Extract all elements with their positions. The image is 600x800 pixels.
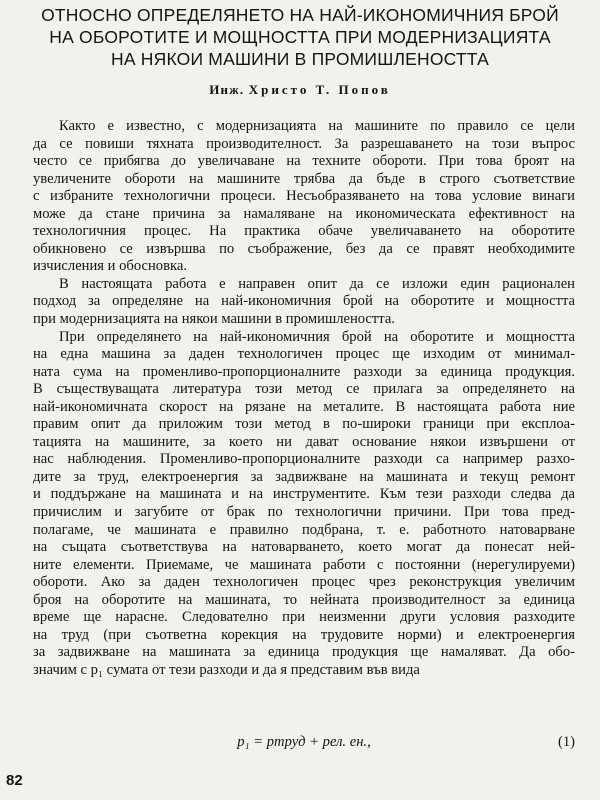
paragraph — [33, 329, 575, 680]
text-line: при модернизацията на някои машини в промишлеността. — [33, 311, 395, 328]
formula-number: (1) — [557, 734, 575, 750]
text-line: често се прибягва до увеличаване на техните обороти. При това броят на — [33, 153, 575, 170]
text-line: подход за определяне на най-икономичния брой на оборотите и мощността — [33, 293, 575, 310]
text-line: може да стане причина за намаляване на икономическата ефективност на — [33, 205, 575, 222]
title-line: НА НЯКОИ МАШИНИ В ПРОМИШЛЕНОСТТА — [111, 49, 489, 69]
text-line: за задвижване на машината за единица продукция ще намаляват. Да обо- — [33, 644, 575, 661]
author-prefix: Инж. — [209, 82, 245, 97]
text-line: нас наблюдения. Променливо-пропорционалните разходи са например разхо- — [33, 451, 575, 468]
text-line: тацията на машините, за което ни дават основание някои извършени от — [33, 433, 575, 450]
text-line: обикновено се извършва по съображение, без да се правят необходимите — [33, 240, 575, 257]
text-line: да се повиши тяхната производителност. За разрешаването на този въпрос — [33, 135, 575, 152]
text-line: ната сума на променливо-пропорционалните разходи за единица продукция. — [33, 363, 575, 380]
text-line: на труд (при съответна корекция на трудовите норми) и електроенергия — [33, 626, 575, 643]
text-line: и поддържане на машината и на инструментите. Към тези разходи следва да — [33, 486, 575, 503]
author-name: Христо Т. Попов — [248, 82, 391, 97]
text-line: Както е известно, с модернизацията на машините по правило се цели — [59, 118, 575, 134]
title-line: ОТНОСНО ОПРЕДЕЛЯНЕТО НА НАЙ-ИКОНОМИЧНИЯ БРОЙ — [41, 5, 559, 25]
paragraph — [33, 276, 575, 329]
text-line: с избраните технологични процеси. Несъобразяването на това условие винаги — [33, 188, 575, 205]
text-line: обороти. Ако за даден технологичен процес чрез реконструкция увеличим — [33, 574, 575, 591]
text-line: увеличените обороти на машините трябва да бъде в строго съответствие — [33, 170, 575, 187]
formula — [33, 734, 575, 754]
text-line: правим опит да приложим този метод в по-широки граници при експлоа- — [33, 416, 575, 433]
text-line: полагаме, че машината е правилно подбрана, т. е. работното натоварване — [33, 521, 575, 538]
text-line: на една машина за даден технологичен процес ще изходим от минимал- — [33, 346, 575, 363]
text-line: ните елементи. Приемаме, че машината работи с постоянни (нерегулируеми) — [33, 556, 575, 573]
text-line: най-икономичната скорост на рязане на металите. В настоящата работа ние — [33, 398, 575, 415]
text-line: В настоящата работа е направен опит да се изложи един рационален — [59, 275, 575, 292]
text-line: При определянето на най-икономичния брой на оборотите и мощността — [59, 328, 575, 345]
title-line: НА ОБОРОТИТЕ И МОЩНОСТТА ПРИ МОДЕРНИЗАЦИЯТА — [49, 27, 551, 47]
article-body — [33, 118, 575, 680]
text-line: В съществуващата литература този метод се прилага за определянето на — [33, 381, 575, 398]
text-line: време ще нарасне. Следователно при неизменни други условия разходите — [33, 609, 575, 626]
text-line: дите за труд, електроенергия за задвижване на машината и текущ ремонт — [33, 468, 575, 485]
text-line: изчисления и обосновка. — [33, 258, 187, 275]
page-number: 82 — [6, 772, 23, 789]
formula-expression: p₁ = pтруд + pел. ен., — [237, 734, 371, 750]
article-title — [10, 4, 590, 70]
text-line: броя на оборотите на машината, то нейната производителност за единица — [33, 591, 575, 608]
author-line — [0, 82, 600, 98]
paragraph — [33, 118, 575, 276]
text-line: значим с p₁ сумата от тези разходи и да я представим във вида — [33, 661, 420, 678]
text-line: причислим и загубите от брак по технологични причини. При това пред- — [33, 504, 575, 521]
text-line: технологичния процес. На практика обаче увеличаването на оборотите — [33, 223, 575, 240]
text-line: на същата съответствува на натоварването, което могат да понесат ней- — [33, 539, 575, 556]
